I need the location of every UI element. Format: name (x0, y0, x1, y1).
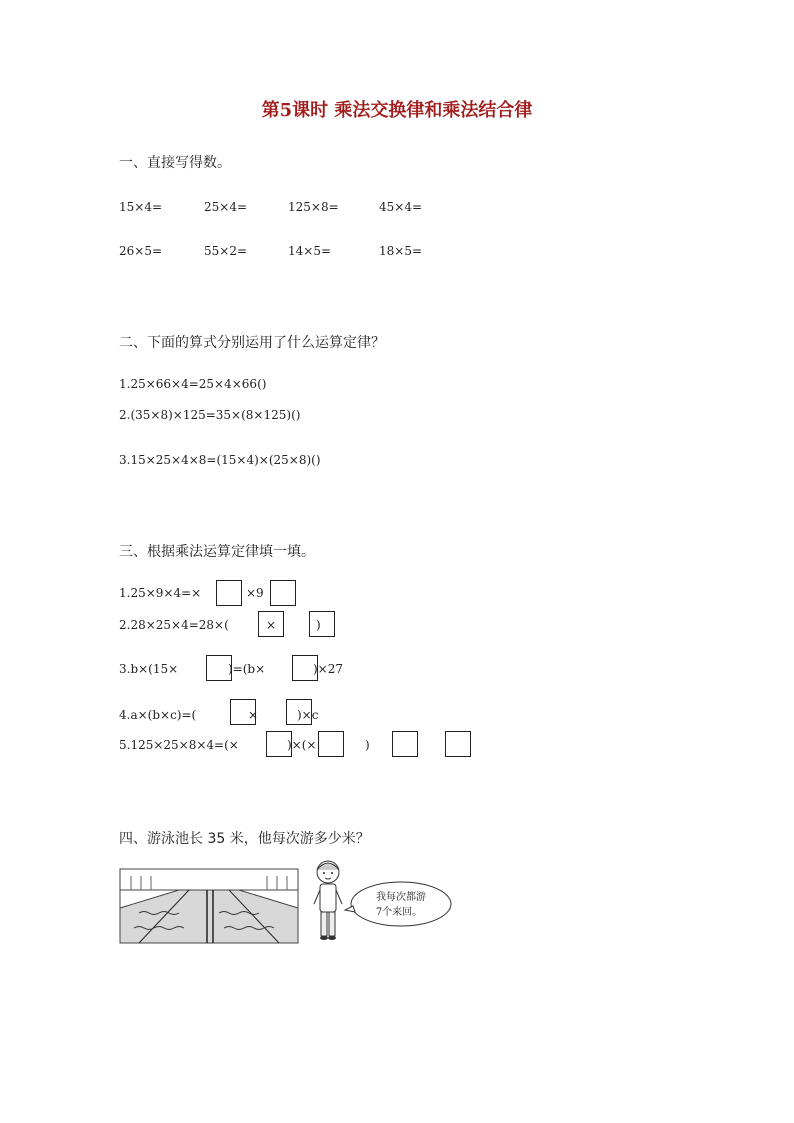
fill-question-5-text: 5.125×25×8×4=(× (119, 738, 239, 752)
law-question-2: 2.(35×8)×125=35×(8×125)() (119, 408, 301, 422)
fill-question-4-text: × (248, 708, 259, 722)
calc-item: 25×4= (204, 200, 248, 214)
fill-question-3-text: 3.b×(15× (119, 662, 179, 676)
calc-item: 15×4= (119, 200, 163, 214)
answer-box[interactable] (270, 580, 296, 606)
calc-item: 18×5= (379, 244, 423, 258)
answer-box[interactable] (318, 731, 344, 757)
fill-question-4-text: 4.a×(b×c)=( (119, 708, 197, 722)
speech-bubble (343, 878, 453, 930)
fill-question-1-text: 1.25×9×4=× (119, 586, 202, 600)
fill-question-5-text: )×(× (287, 738, 317, 752)
fill-question-3-text: )=(b× (228, 662, 266, 676)
calc-item: 55×2= (204, 244, 248, 258)
fill-question-2-text: 2.28×25×4=28×( (119, 618, 229, 632)
calc-item: 125×8= (288, 200, 339, 214)
section-4-heading: 四、游泳池长 35 米，他每次游多少米？ (119, 831, 370, 847)
swimming-pool-illustration (119, 868, 299, 944)
section-3-heading: 三、根据乘法运算定律填一填。 (119, 544, 315, 560)
calc-item: 45×4= (379, 200, 423, 214)
page-title: 第5课时 乘法交换律和乘法结合律 (261, 100, 533, 121)
fill-question-5-text: ) (365, 738, 370, 752)
fill-question-2-text: ) (316, 618, 321, 632)
section-1-heading: 一、直接写得数。 (119, 155, 231, 171)
answer-box[interactable] (309, 611, 335, 637)
answer-box[interactable] (392, 731, 418, 757)
calc-item: 14×5= (288, 244, 332, 258)
law-question-1: 1.25×66×4=25×4×66() (119, 377, 267, 391)
fill-question-4-text: )×c (297, 708, 319, 722)
calc-item: 26×5= (119, 244, 163, 258)
fill-question-1-text: ×9 (246, 586, 264, 600)
fill-question-3-text: )×27 (313, 662, 344, 676)
law-question-3: 3.15×25×4×8=(15×4)×(25×8)() (119, 453, 321, 467)
bubble-line-1: 我每次都游 (376, 892, 426, 903)
answer-box[interactable] (445, 731, 471, 757)
girl-illustration (308, 858, 348, 944)
answer-box[interactable] (216, 580, 242, 606)
fill-question-2-text: × (266, 618, 277, 632)
bubble-line-2: 7个来回。 (375, 907, 423, 918)
section-2-heading: 二、下面的算式分别运用了什么运算定律？ (119, 335, 385, 351)
